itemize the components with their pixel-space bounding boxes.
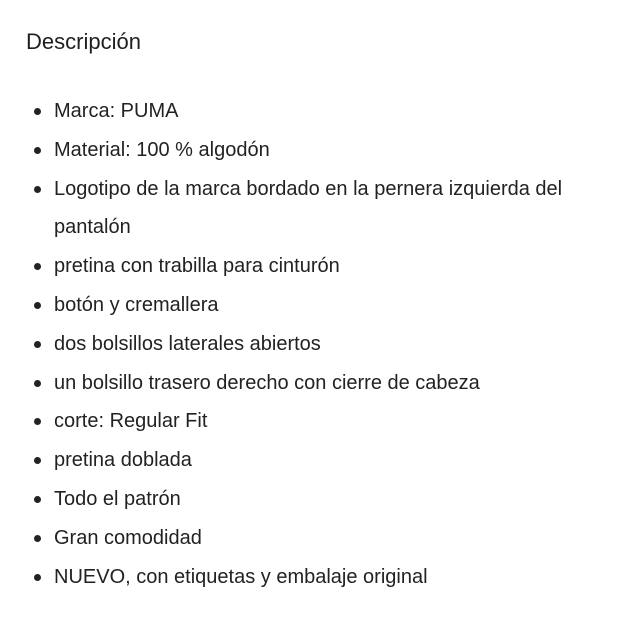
section-title: Descripción bbox=[26, 29, 141, 54]
feature-list bbox=[26, 92, 616, 596]
list-item-text: pretina doblada bbox=[54, 449, 192, 472]
bullet-dot bbox=[34, 147, 41, 154]
list-item bbox=[26, 402, 616, 441]
list-item-text: Gran comodidad bbox=[54, 526, 202, 549]
list-item bbox=[26, 364, 616, 403]
bullet-dot bbox=[34, 496, 41, 503]
list-item-text: botón y cremallera bbox=[54, 293, 219, 316]
bullet-dot bbox=[34, 457, 41, 464]
list-item bbox=[26, 325, 616, 364]
bullet-dot bbox=[34, 341, 41, 348]
list-item bbox=[26, 480, 616, 519]
list-item-text: Marca: PUMA bbox=[54, 100, 179, 122]
list-item-text: Logotipo de la marca bordado en la pernera izquierda del pantalón bbox=[54, 177, 563, 239]
list-item bbox=[26, 558, 616, 597]
bullet-dot bbox=[34, 302, 41, 309]
list-item-text: pretina con trabilla para cinturón bbox=[54, 255, 340, 278]
list-item-text: Todo el patrón bbox=[54, 487, 181, 510]
list-item bbox=[26, 286, 616, 325]
list-item bbox=[26, 92, 616, 131]
bullet-dot bbox=[34, 380, 41, 387]
bullet-dot bbox=[34, 574, 41, 581]
list-item-text: un bolsillo trasero derecho con cierre de cabeza bbox=[54, 371, 480, 394]
list-item-text: corte: Regular Fit bbox=[54, 410, 208, 433]
list-item bbox=[26, 247, 616, 286]
bullet-dot bbox=[34, 535, 41, 542]
bullet-dot bbox=[34, 418, 41, 425]
list-item bbox=[26, 441, 616, 480]
list-item-text: Material: 100 % algodón bbox=[54, 138, 270, 161]
bullet-dot bbox=[34, 263, 41, 270]
bullet-dot bbox=[34, 186, 41, 193]
list-item bbox=[26, 519, 616, 558]
list-item bbox=[26, 170, 616, 248]
list-item-text: NUEVO, con etiquetas y embalaje original bbox=[54, 565, 428, 588]
list-item bbox=[26, 131, 616, 170]
list-item-text: dos bolsillos laterales abiertos bbox=[54, 332, 321, 355]
bullet-dot bbox=[34, 108, 41, 115]
